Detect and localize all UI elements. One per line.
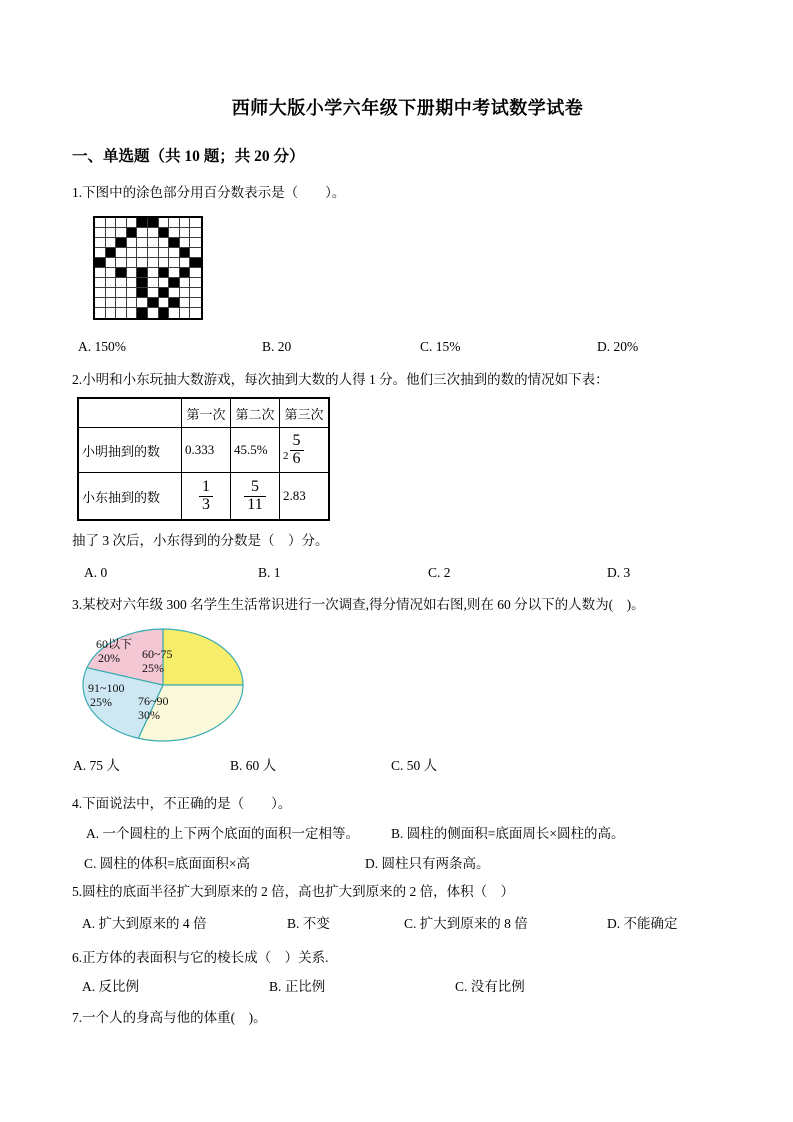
question-6-text: 6.正方体的表面积与它的棱长成（ ）关系. [72,950,329,965]
grid-cell [106,258,117,268]
grid-cell-shaded [159,228,170,238]
score-pie-chart [80,625,250,747]
grid-cell [180,218,191,228]
grid-cell-shaded [190,258,201,268]
grid-cell [180,308,191,318]
grid-cell [127,298,138,308]
row-xiaoming-label: 小明抽到的数 [78,428,182,473]
xiaodong-draw-2 [231,473,280,521]
shaded-grid [93,216,203,320]
grid-cell-shaded [137,218,148,228]
grid-cell [137,238,148,248]
question-4-text: 4.下面说法中，不正确的是（ ）。 [72,796,292,811]
grid-cell [106,308,117,318]
q4-option-c: C. 圆柱的体积=底面面积×高 [84,856,250,871]
grid-cell [180,278,191,288]
grid-cell [106,218,117,228]
question-4-options-ab [72,825,743,843]
fraction-5-11: $\frac{5}{11}$ [244,479,265,514]
grid-cell [95,268,106,278]
table-header-second: 第二次 [231,398,280,428]
grid-cell [180,228,191,238]
question-3-text: 3.某校对六年级 300 名学生生活常识进行一次调查,得分情况如右图,则在 60 分以下的人数为( )。 [72,597,645,612]
grid-cell [180,298,191,308]
q3-option-a: A. 75 人 [73,758,120,773]
table-corner-cell [78,398,182,428]
grid-cell [148,268,159,278]
grid-cell-shaded [169,238,180,248]
q5-option-b: B. 不变 [287,916,330,931]
q1-option-c: C. 15% [420,339,461,354]
grid-cell [159,258,170,268]
question-5-text: 5.圆柱的底面半径扩大到原来的 2 倍，高也扩大到原来的 2 倍，体积（ ） [72,884,515,899]
q5-option-c: C. 扩大到原来的 8 倍 [404,916,528,931]
grid-cell [106,288,117,298]
grid-cell [190,248,201,258]
grid-cell-shaded [116,268,127,278]
grid-cell-shaded [127,228,138,238]
grid-cell [127,308,138,318]
xiaoming-draw-1: 0.333 [182,428,231,473]
grid-cell [106,278,117,288]
grid-cell-shaded [159,288,170,298]
q2-option-b: B. 1 [258,565,281,580]
q3-option-b: B. 60 人 [230,758,277,773]
grid-cell-shaded [148,218,159,228]
draw-numbers-table [77,397,330,521]
question-1-text: 1.下图中的涂色部分用百分数表示是（ ）。 [72,185,346,200]
grid-cell [190,298,201,308]
grid-cell [95,228,106,238]
pie-label-76-90: 76~90 30% [138,694,169,722]
grid-cell [116,278,127,288]
grid-cell [180,258,191,268]
grid-cell [127,248,138,258]
grid-cell [127,268,138,278]
question-2-options [72,564,743,582]
exam-title: 西师大版小学六年级下册期中考试数学试卷 [231,98,584,118]
q6-option-b: B. 正比例 [269,979,326,994]
grid-cell [169,288,180,298]
q4-option-b: B. 圆柱的侧面积=底面周长×圆柱的高。 [391,826,625,841]
xiaodong-draw-3: 2.83 [280,473,330,521]
q4-option-d: D. 圆柱只有两条高。 [365,856,490,871]
grid-cell [127,258,138,268]
fraction-5-6: $\frac{5}{6}$ [290,433,304,468]
grid-cell [95,278,106,288]
table-header-first: 第一次 [182,398,231,428]
q6-option-c: C. 没有比例 [455,979,525,994]
grid-cell-shaded [159,308,170,318]
grid-cell [159,238,170,248]
grid-cell-shaded [106,248,117,258]
grid-cell [159,248,170,258]
grid-cell [95,238,106,248]
question-1-options [72,338,743,356]
grid-cell [159,298,170,308]
table-header-third: 第三次 [280,398,330,428]
grid-cell-shaded [137,308,148,318]
grid-cell [95,288,106,298]
question-3-options [72,757,743,775]
grid-cell-shaded [180,248,191,258]
grid-cell [169,228,180,238]
section-heading: 一、单选题（共 10 题；共 20 分） [72,148,305,165]
q6-option-a: A. 反比例 [82,979,139,994]
xiaoming-draw-2: 45.5% [231,428,280,473]
grid-cell [106,298,117,308]
grid-cell [148,248,159,258]
grid-cell-shaded [169,278,180,288]
grid-cell [137,258,148,268]
grid-cell-shaded [137,288,148,298]
grid-cell [95,218,106,228]
grid-cell [95,308,106,318]
grid-cell [190,218,201,228]
q5-option-d: D. 不能确定 [607,916,678,931]
grid-cell [148,238,159,248]
xiaodong-draw-1 [182,473,231,521]
grid-cell [148,258,159,268]
grid-cell [190,228,201,238]
grid-cell [137,298,148,308]
grid-cell [148,228,159,238]
grid-cell [95,298,106,308]
grid-cell [148,288,159,298]
q1-option-b: B. 20 [262,339,292,354]
grid-cell-shaded [137,278,148,288]
q2-option-c: C. 2 [428,565,451,580]
question-5-options [72,915,743,933]
grid-cell [127,238,138,248]
grid-cell [116,298,127,308]
grid-cell [106,228,117,238]
grid-cell [137,248,148,258]
grid-cell-shaded [137,268,148,278]
grid-cell [116,308,127,318]
grid-cell [116,258,127,268]
pie-slice-60~75 [163,629,243,685]
grid-cell [180,288,191,298]
grid-cell [116,248,127,258]
row-xiaodong-label: 小东抽到的数 [78,473,182,521]
grid-cell-shaded [95,258,106,268]
question-2-prompt: 抽了 3 次后，小东得到的分数是（ ）分。 [72,533,329,548]
grid-cell-shaded [180,268,191,278]
grid-cell [169,258,180,268]
grid-cell [180,238,191,248]
xiaoming-draw-3 [280,428,330,473]
q4-option-a: A. 一个圆柱的上下两个底面的面积一定相等。 [86,826,359,841]
grid-cell [148,308,159,318]
q2-option-a: A. 0 [84,565,108,580]
question-6-options [72,978,743,996]
question-7-text: 7.一个人的身高与他的体重( )。 [72,1010,267,1025]
q5-option-a: A. 扩大到原来的 4 倍 [82,916,207,931]
grid-cell [169,308,180,318]
grid-cell [127,288,138,298]
grid-cell [169,268,180,278]
q3-option-c: C. 50 人 [391,758,438,773]
grid-cell [159,278,170,288]
mixed-number-whole: 2 [283,449,289,462]
question-2-text: 2.小明和小东玩抽大数游戏，每次抽到大数的人得 1 分。他们三次抽到的数的情况如下表： [72,372,609,387]
grid-cell [127,278,138,288]
grid-cell [169,248,180,258]
q1-option-d: D. 20% [597,339,639,354]
grid-cell [95,248,106,258]
grid-cell [190,308,201,318]
grid-cell [169,218,180,228]
grid-cell [106,238,117,248]
grid-cell [190,238,201,248]
pie-label-60-75: 60~75 25% [142,647,173,675]
grid-cell-shaded [159,268,170,278]
grid-cell [106,268,117,278]
fraction-1-3: $\frac{1}{3}$ [199,479,213,514]
grid-cell [190,268,201,278]
grid-cell-shaded [148,298,159,308]
grid-cell [116,228,127,238]
q2-option-d: D. 3 [607,565,631,580]
grid-cell [148,278,159,288]
grid-cell [159,218,170,228]
pie-label-91-100: 91~100 25% [88,681,125,709]
q1-option-a: A. 150% [78,339,126,354]
question-4-options-cd [72,855,743,873]
grid-cell [190,278,201,288]
grid-cell [116,218,127,228]
grid-cell-shaded [169,298,180,308]
pie-label-below60: 60以下 20% [96,637,133,665]
grid-cell [116,288,127,298]
grid-cell [190,288,201,298]
grid-cell [127,218,138,228]
grid-cell [137,228,148,238]
grid-cell-shaded [116,238,127,248]
